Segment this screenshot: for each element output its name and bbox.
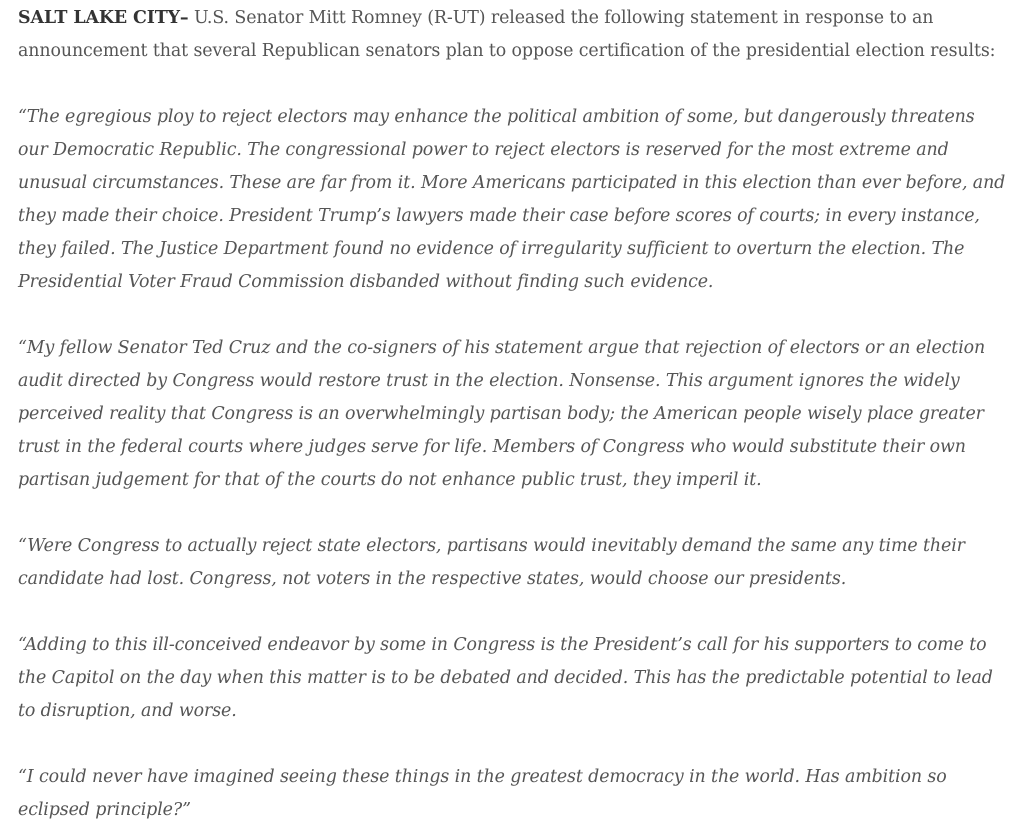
lead-paragraph [18,2,1009,68]
quote-paragraph-2: “My fellow Senator Ted Cruz and the co-signers of his statement argue that rejection of electors or an election audit directed by Congress would restore trust in the election. Nonsense. This argument ignores the widely perceived reality that Congress is an overwhelmingly partisan body; the American people wisely place greater trust in the federal courts where judges serve for life. Members of Congress who would substitute their own partisan judgement for that of the courts do not enhance public trust, they imperil it. [18,338,986,490]
dateline: SALT LAKE CITY– [18,8,189,28]
quote-paragraph-4: “Adding to this ill-conceived endeavor by some in Congress is the President’s call for his supporters to come to the Capitol on the day when this matter is to be debated and decided. This has the predictable potential to lead to disruption, and worse. [18,635,993,721]
quote-paragraph-1: “The egregious ploy to reject electors may enhance the political ambition of some, but dangerously threatens our Democratic Republic. The congressional power to reject electors is reserved for the most extreme and unusual circumstances. These are far from it. More Americans participated in this election than ever before, and they made their choice. President Trump’s lawyers made their case before scores of courts; in every instance, they failed. The Justice Department found no evidence of irregularity sufficient to overturn the election. The Presidential Voter Fraud Commission disbanded without finding such evidence. [18,107,1006,292]
quote-paragraph-3: “Were Congress to actually reject state electors, partisans would inevitably demand the same any time their candidate had lost. Congress, not voters in the respective states, would choose our presidents. [18,536,965,589]
quote-paragraph-5: “I could never have imagined seeing these things in the greatest democracy in the world. Has ambition so eclipsed principle?” [18,767,947,820]
lead-text: U.S. Senator Mitt Romney (R-UT) released the following statement in response to an announcement that several Republican senators plan to oppose certification of the presidential election results: [18,8,996,61]
